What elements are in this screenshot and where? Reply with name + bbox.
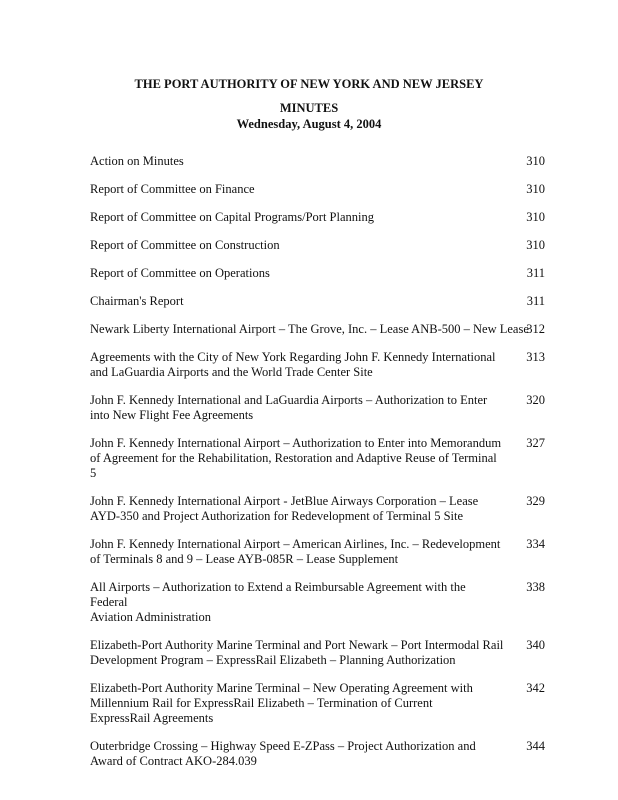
toc-entry-page: 311 bbox=[526, 266, 545, 280]
toc-entry-page: 310 bbox=[526, 238, 545, 252]
toc-entry-title: John F. Kennedy International Airport - JetBlue Airways Corporation – Lease AYD-350 and Project Authorization for Redevelopment of Terminal 5 Site bbox=[90, 494, 479, 523]
organization-title: THE PORT AUTHORITY OF NEW YORK AND NEW JERSEY bbox=[134, 77, 484, 91]
toc-entry-page: 340 bbox=[526, 638, 545, 652]
toc-entry-title: Outerbridge Crossing – Highway Speed E-ZPass – Project Authorization and Award of Contract AKO-284.039 bbox=[90, 739, 476, 768]
toc-entry-page: 312 bbox=[526, 322, 545, 336]
toc-entry-newark-grove-lease bbox=[90, 322, 545, 337]
toc-entry-chairmans-report bbox=[90, 294, 545, 309]
toc-entry-title: John F. Kennedy International Airport – Authorization to Enter into Memorandum of Agreement for the Rehabilitation, Restoration and Adaptive Reuse of Terminal 5 bbox=[90, 436, 502, 480]
toc-entry-american-airlines-redevelopment bbox=[90, 537, 545, 567]
toc-entry-page: 310 bbox=[526, 182, 545, 196]
table-of-contents bbox=[90, 154, 545, 782]
toc-entry-page: 313 bbox=[526, 350, 545, 364]
toc-entry-page: 338 bbox=[526, 580, 545, 594]
toc-entry-page: 344 bbox=[526, 739, 545, 753]
document-type-title: MINUTES bbox=[279, 101, 339, 115]
toc-entry-title: Report of Committee on Finance bbox=[90, 182, 255, 196]
toc-entry-page: 342 bbox=[526, 681, 545, 695]
toc-entry-finance-report bbox=[90, 182, 545, 197]
toc-entry-terminal-5-memorandum bbox=[90, 436, 545, 481]
toc-entry-title: Agreements with the City of New York Regarding John F. Kennedy International and LaGuardia Airports and the World Trade Center Site bbox=[90, 350, 496, 379]
toc-entry-operations-report bbox=[90, 266, 545, 281]
toc-entry-title: All Airports – Authorization to Extend a Reimbursable Agreement with the Federal Aviation Administration bbox=[90, 580, 466, 624]
toc-entry-title: Elizabeth-Port Authority Marine Terminal – New Operating Agreement with Millennium Rail for ExpressRail Elizabeth – Termination of Current ExpressRail Agreements bbox=[90, 681, 473, 725]
toc-entry-page: 310 bbox=[526, 210, 545, 224]
toc-entry-page: 327 bbox=[526, 436, 545, 450]
toc-entry-page: 334 bbox=[526, 537, 545, 551]
toc-entry-page: 311 bbox=[526, 294, 545, 308]
toc-entry-title: Newark Liberty International Airport – The Grove, Inc. – Lease ANB-500 – New Lease bbox=[90, 322, 529, 336]
toc-entry-page: 310 bbox=[526, 154, 545, 168]
toc-entry-title: Report of Committee on Capital Programs/Port Planning bbox=[90, 210, 375, 224]
toc-entry-nyc-agreements bbox=[90, 350, 545, 380]
toc-entry-construction-report bbox=[90, 238, 545, 253]
toc-entry-outerbridge-ezpass bbox=[90, 739, 545, 769]
toc-entry-title: John F. Kennedy International Airport – American Airlines, Inc. – Redevelopment of Terminals 8 and 9 – Lease AYB-085R – Lease Supplement bbox=[90, 537, 501, 566]
toc-entry-title: Action on Minutes bbox=[90, 154, 184, 168]
toc-entry-action-on-minutes bbox=[90, 154, 545, 169]
toc-entry-title: Report of Committee on Operations bbox=[90, 266, 270, 280]
toc-entry-millennium-rail-agreement bbox=[90, 681, 545, 726]
toc-entry-title: Report of Committee on Construction bbox=[90, 238, 280, 252]
toc-entry-title: Elizabeth-Port Authority Marine Terminal and Port Newark – Port Intermodal Rail Development Program – ExpressRail Elizabeth – Planning Authorization bbox=[90, 638, 504, 667]
toc-entry-intermodal-rail-program bbox=[90, 638, 545, 668]
toc-entry-faa-agreement bbox=[90, 580, 545, 625]
toc-entry-title: John F. Kennedy International and LaGuardia Airports – Authorization to Enter into New Flight Fee Agreements bbox=[90, 393, 488, 422]
toc-entry-jetblue-lease bbox=[90, 494, 545, 524]
toc-entry-flight-fee-agreements bbox=[90, 393, 545, 423]
meeting-date: Wednesday, August 4, 2004 bbox=[236, 117, 382, 131]
toc-entry-page: 320 bbox=[526, 393, 545, 407]
toc-entry-title: Chairman's Report bbox=[90, 294, 184, 308]
toc-entry-page: 329 bbox=[526, 494, 545, 508]
toc-entry-capital-programs-report bbox=[90, 210, 545, 225]
